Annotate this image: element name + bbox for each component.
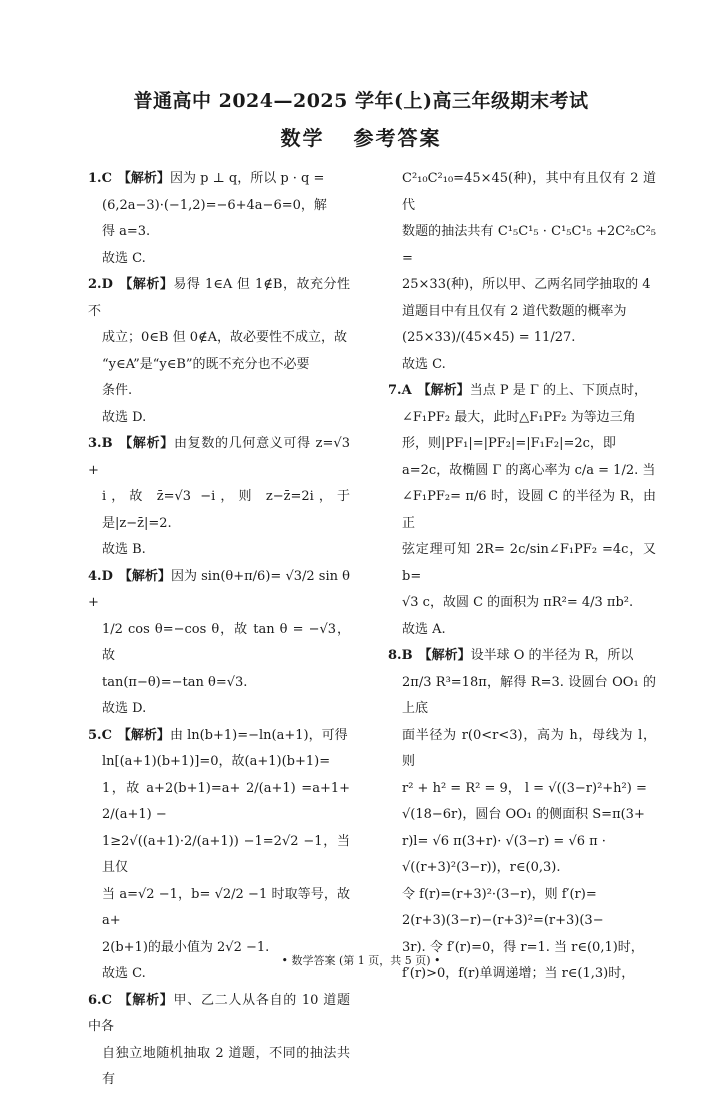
explanation-line xyxy=(88,829,350,882)
question-answer: 4.D xyxy=(88,568,113,584)
answer-conclusion: 故选 C. xyxy=(102,250,146,266)
question-explanation xyxy=(88,431,350,537)
explanation-line xyxy=(88,166,350,193)
explanation-line xyxy=(388,590,656,617)
analysis-tag: 【解析】 xyxy=(118,568,171,584)
explanation-line xyxy=(88,219,350,246)
explanation-line xyxy=(388,723,656,776)
line-text: 面半径为 r(0<r<3)，高为 h，母线为 l，则 xyxy=(402,727,656,769)
explanation-line xyxy=(388,882,656,909)
answer-conclusion: 故选 C. xyxy=(102,966,146,981)
explanation-line xyxy=(88,749,350,776)
explanation-line xyxy=(388,219,656,272)
analysis-tag: 【解析】 xyxy=(117,992,174,1008)
line-text: 25×33(种)，所以甲、乙两名同学抽取的 4 xyxy=(402,277,651,292)
explanation-line xyxy=(388,458,656,485)
explanation-line xyxy=(388,405,656,432)
line-text: 令 f(r)=(r+3)²·(3−r)，则 f′(r)= xyxy=(402,886,597,902)
explanation-line xyxy=(388,325,656,352)
explanation-line xyxy=(388,670,656,723)
explanation-line xyxy=(388,378,656,405)
explanation-line xyxy=(88,378,350,405)
question-answer: 6.C xyxy=(88,992,112,1008)
doc-type-label: 参考答案 xyxy=(353,126,442,150)
question-explanation xyxy=(88,166,350,246)
answer-conclusion: 故选 A. xyxy=(402,621,446,637)
explanation-line xyxy=(388,855,656,882)
line-text: 由复数的几何意义可得 z=√3 + xyxy=(88,436,350,478)
explanation-line xyxy=(388,431,656,458)
subject-label: 数学 xyxy=(280,126,325,150)
line-text: 3r). 令 f′(r)=0，得 r=1. 当 r∈(0,1)时， xyxy=(402,939,644,955)
question-answer: 8.B xyxy=(388,648,413,663)
line-text: 设半球 O 的半径为 R，所以 xyxy=(470,648,634,663)
explanation-line xyxy=(388,802,656,829)
explanation-continuation xyxy=(388,882,656,988)
line-text: “y∈A”是“y∈B”的既不充分也不必要 xyxy=(102,356,310,372)
explanation-continuation xyxy=(388,166,656,352)
explanation-line xyxy=(88,1041,350,1094)
line-text: (6,2a−3)·(−1,2)=−6+4a−6=0，解 xyxy=(102,197,327,213)
explanation-line xyxy=(88,564,350,617)
explanation-line xyxy=(88,352,350,379)
line-text: 成立；0∈B 但 0∉A，故必要性不成立，故 xyxy=(102,330,347,345)
line-text: i，故 z̄=√3 −i，则 z−z̄=2i，于是|z−z̄|=2. xyxy=(102,489,350,531)
line-text: r)l= √6 π(3+r)· √(3−r) = √6 π · xyxy=(402,833,606,849)
line-text: (25×33)/(45×45) = 11/27. xyxy=(402,330,576,345)
explanation-line xyxy=(388,643,656,670)
explanation-line xyxy=(388,272,656,299)
explanation-line xyxy=(388,484,656,537)
explanation-line xyxy=(388,299,656,326)
question-explanation xyxy=(88,564,350,697)
explanation-line xyxy=(88,988,350,1041)
line-text: 当 a=√2 −1，b= √2/2 −1 时取等号，故 a+ xyxy=(102,886,350,928)
explanation-line xyxy=(388,166,656,219)
explanation-line xyxy=(88,484,350,537)
answer-conclusion: 故选 B. xyxy=(102,542,146,557)
line-text: f′(r)>0，f(r)单调递增；当 r∈(1,3)时， xyxy=(402,966,635,981)
question-explanation xyxy=(88,723,350,962)
question-answer: 2.D xyxy=(88,277,113,292)
line-text: 条件. xyxy=(102,383,133,398)
explanation-line xyxy=(88,723,350,750)
explanation-line xyxy=(88,193,350,220)
line-text: 由 ln(b+1)=−ln(a+1)，可得 xyxy=(169,727,348,743)
line-text: C²₁₀C²₁₀=45×45(种)，其中有且仅有 2 道代 xyxy=(402,171,656,213)
line-text: 道题目中有且仅有 2 道代数题的概率为 xyxy=(402,303,627,319)
analysis-tag: 【解析】 xyxy=(117,171,170,186)
line-text: 1≥2√((a+1)·2/(a+1)) −1=2√2 −1，当且仅 xyxy=(102,833,350,875)
analysis-tag: 【解析】 xyxy=(118,277,174,292)
line-text: √((r+3)²(3−r))，r∈(0,3). xyxy=(402,860,561,875)
line-text: 数题的抽法共有 C¹₅C¹₅ · C¹₅C¹₅ +2C²₅C²₅ = xyxy=(402,224,656,266)
line-text: 2(r+3)(3−r)−(r+3)²=(r+3)(3− xyxy=(402,913,604,928)
analysis-tag: 【解析】 xyxy=(417,383,470,398)
line-text: 2(b+1)的最小值为 2√2 −1. xyxy=(102,939,270,955)
question-explanation xyxy=(88,272,350,405)
line-text: 因为 p ⊥ q，所以 p · q = xyxy=(169,171,325,186)
line-text: ∠F₁PF₂= π/6 时，设圆 C 的半径为 R，由正 xyxy=(402,489,656,531)
line-text: tan(π−θ)=−tan θ=√3. xyxy=(102,674,248,690)
answer-conclusion: 故选 D. xyxy=(102,409,147,425)
line-text: 弦定理可知 2R= 2c/sin∠F₁PF₂ =4c，又 b= xyxy=(402,542,656,584)
line-text: ln[(a+1)(b+1)]=0，故(a+1)(b+1)= xyxy=(102,754,331,769)
explanation-line xyxy=(388,829,656,856)
explanation-line xyxy=(88,882,350,935)
line-text: √3 c，故圆 C 的面积为 πR²= 4/3 πb². xyxy=(402,595,634,610)
right-column xyxy=(388,166,656,988)
line-text: ∠F₁PF₂ 最大，此时△F₁PF₂ 为等边三角 xyxy=(402,409,636,425)
line-text: 甲、乙二人从各自的 10 道题中各 xyxy=(88,992,350,1034)
question-answer: 5.C xyxy=(88,727,112,743)
line-text: 自独立地随机抽取 2 道题，不同的抽法共有 xyxy=(102,1045,350,1087)
answer-conclusion: 故选 D. xyxy=(102,701,147,716)
line-text: 形，则|PF₁|=|PF₂|=|F₁F₂|=2c，即 xyxy=(402,436,616,451)
explanation-line xyxy=(88,617,350,670)
question-answer: 1.C xyxy=(88,171,112,186)
line-text: r² + h² = R² = 9， l = √((3−r)²+h²) = xyxy=(402,780,647,796)
question-explanation xyxy=(88,988,350,1094)
explanation-line xyxy=(88,776,350,829)
page-title: 普通高中 2024—2025 学年(上)高三年级期末考试 xyxy=(133,90,589,112)
explanation-line xyxy=(88,325,350,352)
line-text: 得 a=3. xyxy=(102,224,151,239)
line-text: 1，故 a+2(b+1)=a+ 2/(a+1) =a+1+ 2/(a+1) − xyxy=(102,780,350,822)
line-text: 因为 sin(θ+π/6)= √3/2 sin θ + xyxy=(88,568,350,610)
question-explanation xyxy=(388,643,656,882)
analysis-tag: 【解析】 xyxy=(418,648,471,663)
question-answer: 7.A xyxy=(388,383,412,398)
answer-conclusion: 故选 C. xyxy=(402,356,446,372)
page-subtitle xyxy=(0,122,722,151)
line-text: a=2c，故椭圆 Γ 的离心率为 c/a = 1/2. 当 xyxy=(402,462,656,478)
line-text: 1/2 cos θ=−cos θ，故 tan θ = −√3，故 xyxy=(102,621,350,663)
page-footer: • 数学答案 (第 1 页，共 5 页) • xyxy=(281,954,441,967)
analysis-tag: 【解析】 xyxy=(118,436,174,451)
explanation-line xyxy=(88,272,350,325)
line-text: 2π/3 R³=18π，解得 R=3. 设圆台 OO₁ 的上底 xyxy=(402,674,656,716)
analysis-tag: 【解析】 xyxy=(117,727,170,743)
line-text: √(18−6r)，圆台 OO₁ 的侧面积 S=π(3+ xyxy=(402,807,645,822)
explanation-line xyxy=(388,776,656,803)
question-answer: 3.B xyxy=(88,436,113,451)
question-explanation xyxy=(388,378,656,617)
explanation-line xyxy=(88,670,350,697)
explanation-line xyxy=(88,431,350,484)
explanation-line xyxy=(388,537,656,590)
line-text: 易得 1∈A 但 1∉B，故充分性不 xyxy=(88,277,350,319)
explanation-line xyxy=(388,908,656,935)
line-text: 当点 P 是 Γ 的上、下顶点时， xyxy=(469,383,647,398)
